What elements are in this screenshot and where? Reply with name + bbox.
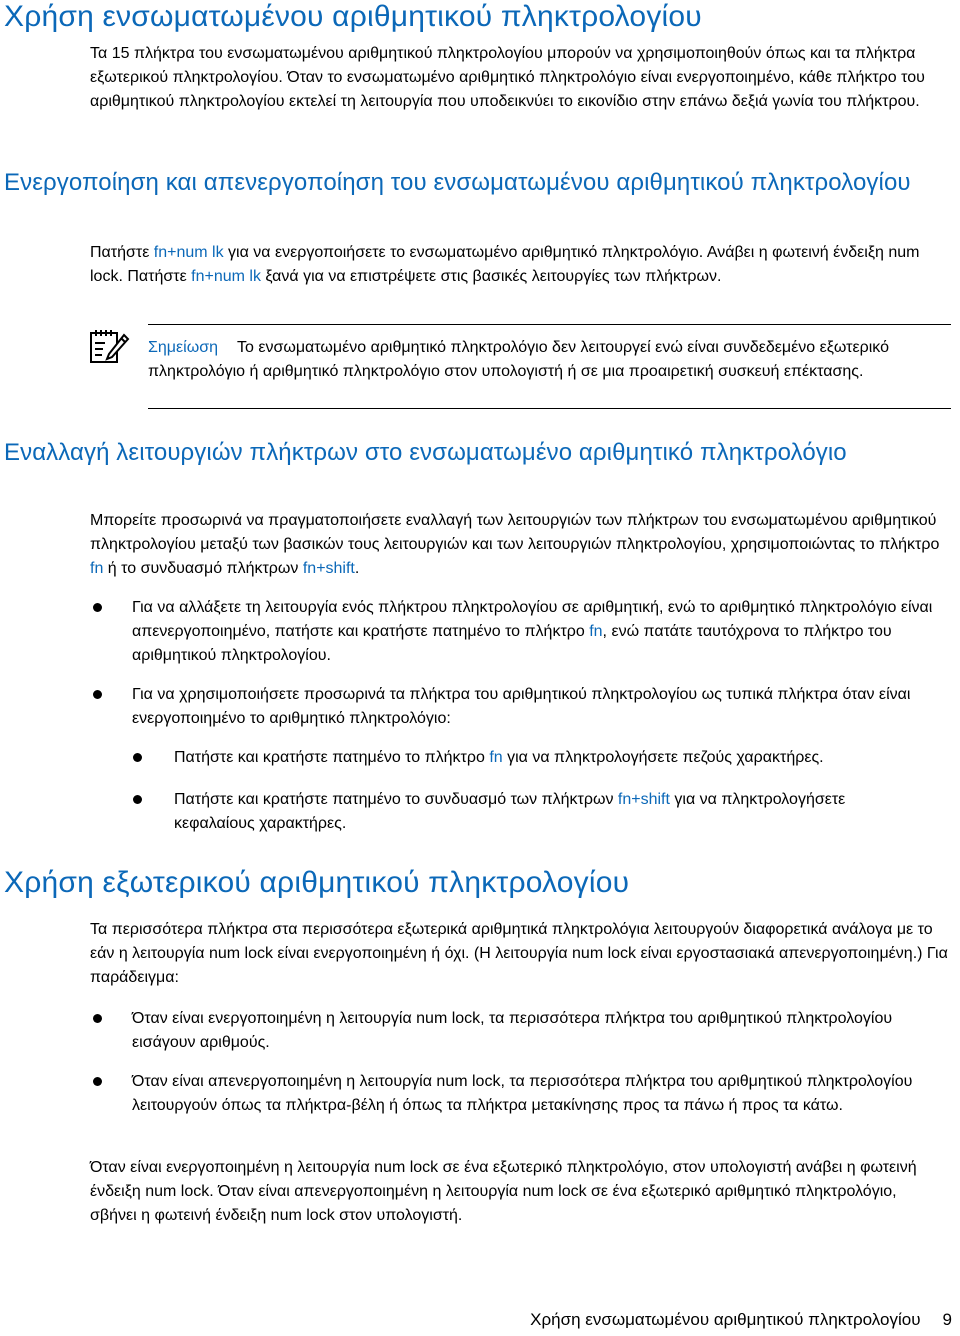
footer-title: Χρήση ενσωματωμένου αριθμητικού πληκτρολογίου bbox=[530, 1310, 921, 1329]
note-bottom-rule bbox=[148, 408, 951, 409]
text-run: για να πληκτρολογήσετε κεφαλαίους χαρακτήρες. bbox=[174, 791, 846, 832]
page-number: 9 bbox=[942, 1310, 952, 1329]
intro-paragraph: Τα 15 πλήκτρα του ενσωματωμένου αριθμητικού πληκτρολογίου μπορούν να χρησιμοποιηθούν όπως και τα πλήκτρα εξωτερικού πληκτρολογίου. Όταν το ενσωματωμένο αριθμητικό πληκτρολόγιο είναι ενεργοποιημένο, κάθε πλήκτρο του αριθμητικού πληκτρολογίου εκτελεί τη λειτουργία που υποδεικνύει το εικονίδιο στην επάνω δεξιά γωνία του πλήκτρου. bbox=[90, 45, 925, 110]
text-run: Πατήστε και κρατήστε πατημένο το συνδυασμό των πλήκτρων bbox=[174, 791, 618, 808]
page-footer bbox=[530, 1310, 952, 1330]
bullet-dot bbox=[93, 1014, 102, 1023]
external-paragraph: Τα περισσότερα πλήκτρα στα περισσότερα εξωτερικά αριθμητικά πληκτρολόγια λειτουργούν διαφορετικά ανάλογα με το εάν η λειτουργία num lock είναι ενεργοποιημένη ή όχι. (Η λειτουργία num lock είναι εργοστασιακά απενεργοποιημένη.) Για παράδειγμα: bbox=[90, 921, 948, 986]
key-fn-shift: fn+shift bbox=[302, 560, 355, 577]
list-item: Για να χρησιμοποιήσετε προσωρινά τα πλήκτρα του αριθμητικού πληκτρολογίου ως τυπικά πλήκτρα όταν είναι ενεργοποιημένο το αριθμητικό πληκτρολόγιο: bbox=[132, 686, 911, 727]
text-run: . bbox=[354, 560, 360, 577]
closing-paragraph: Όταν είναι ενεργοποιημένη η λειτουργία num lock σε ένα εξωτερικό πληκτρολόγιο, στον υπολογιστή ανάβει η φωτεινή ένδειξη num lock. Όταν είναι απενεργοποιημένη η λειτουργία num lock σε ένα εξωτερικό αριθμητικό πληκτρολόγιο, σβήνει η φωτεινή ένδειξη num lock στον υπολογιστή. bbox=[90, 1159, 917, 1224]
sub-bullet-dot bbox=[133, 795, 142, 804]
key-fn: fn bbox=[589, 623, 603, 640]
note-top-rule bbox=[148, 324, 951, 325]
text-run: για να πληκτρολογήσετε πεζούς χαρακτήρες. bbox=[502, 749, 824, 766]
switch-paragraph bbox=[90, 509, 952, 581]
enable-paragraph bbox=[90, 241, 952, 289]
text-run: Πατήστε και κρατήστε πατημένο το πλήκτρο bbox=[174, 749, 490, 766]
key-fn: fn bbox=[489, 749, 503, 766]
text-run: για να ενεργοποιήσετε το ενσωματωμένο αριθμητικό πληκτρολόγιο. Ανάβει η φωτεινή ένδειξη num lock. Πατήστε bbox=[90, 244, 920, 285]
bullet-dot bbox=[93, 1077, 102, 1086]
note-pencil-icon bbox=[88, 327, 130, 367]
section-title-embedded-keypad: Χρήση ενσωματωμένου αριθμητικού πληκτρολογίου bbox=[4, 0, 702, 33]
list-item bbox=[132, 596, 952, 668]
text-run: ξανά για να επιστρέψετε στις βασικές λειτουργίες των πλήκτρων. bbox=[260, 268, 722, 285]
note-label: Σημείωση bbox=[148, 339, 218, 356]
section-title-external-keypad: Χρήση εξωτερικού αριθμητικού πληκτρολογίου bbox=[4, 866, 630, 899]
text-run: , ενώ πατάτε ταυτόχρονα το πλήκτρο του αριθμητικού πληκτρολογίου. bbox=[132, 623, 892, 664]
text-run: Πατήστε bbox=[90, 244, 154, 261]
note-text: Το ενσωματωμένο αριθμητικό πληκτρολόγιο δεν λειτουργεί ενώ είναι συνδεδεμένο εξωτερικό πληκτρολόγιο ή αριθμητικό πληκτρολόγιο στον υπολογιστή ή σε μια προαιρετική συσκευή επέκτασης. bbox=[148, 339, 889, 380]
section-title-switch-functions: Εναλλαγή λειτουργιών πλήκτρων στο ενσωματωμένο αριθμητικό πληκτρολόγιο bbox=[4, 439, 847, 466]
text-run: ή το συνδυασμό πλήκτρων bbox=[103, 560, 303, 577]
key-fn-numlk: fn+num lk bbox=[153, 244, 224, 261]
text-run: Μπορείτε προσωρινά να πραγματοποιήσετε εναλλαγή των λειτουργιών των πλήκτρων του ενσωματωμένου αριθμητικού πληκτρολογίου μεταξύ των βασικών τους λειτουργιών και των λειτουργιών πληκτρολογίου, χρησιμοποιώντας το πλήκτρο bbox=[90, 512, 940, 553]
list-item: Όταν είναι απενεργοποιημένη η λειτουργία num lock, τα περισσότερα πλήκτρα του αριθμητικού πληκτρολογίου λειτουργούν όπως τα πλήκτρα-βέλη ή όπως τα πλήκτρα μετακίνησης προς τα πάνω ή προς τα κάτω. bbox=[132, 1073, 913, 1114]
key-fn: fn bbox=[90, 560, 104, 577]
sub-list-item bbox=[174, 746, 952, 770]
key-fn-numlk: fn+num lk bbox=[191, 268, 261, 285]
text-run: Για να αλλάξετε τη λειτουργία ενός πλήκτρου πληκτρολογίου σε αριθμητική, ενώ το αριθμητικό πληκτρολόγιο είναι απενεργοποιημένο, πατήστε και κρατήστε πατημένο το πλήκτρο bbox=[132, 599, 933, 640]
note-paragraph bbox=[148, 336, 952, 384]
key-fn-shift: fn+shift bbox=[617, 791, 670, 808]
sub-bullet-dot bbox=[133, 753, 142, 762]
list-item: Όταν είναι ενεργοποιημένη η λειτουργία num lock, τα περισσότερα πλήκτρα του αριθμητικού πληκτρολογίου εισάγουν αριθμούς. bbox=[132, 1010, 893, 1051]
bullet-dot bbox=[93, 690, 102, 699]
section-title-enable-disable: Ενεργοποίηση και απενεργοποίηση του ενσωματωμένου αριθμητικού πληκτρολογίου bbox=[4, 169, 911, 196]
sub-list-item bbox=[174, 788, 874, 836]
bullet-dot bbox=[93, 603, 102, 612]
